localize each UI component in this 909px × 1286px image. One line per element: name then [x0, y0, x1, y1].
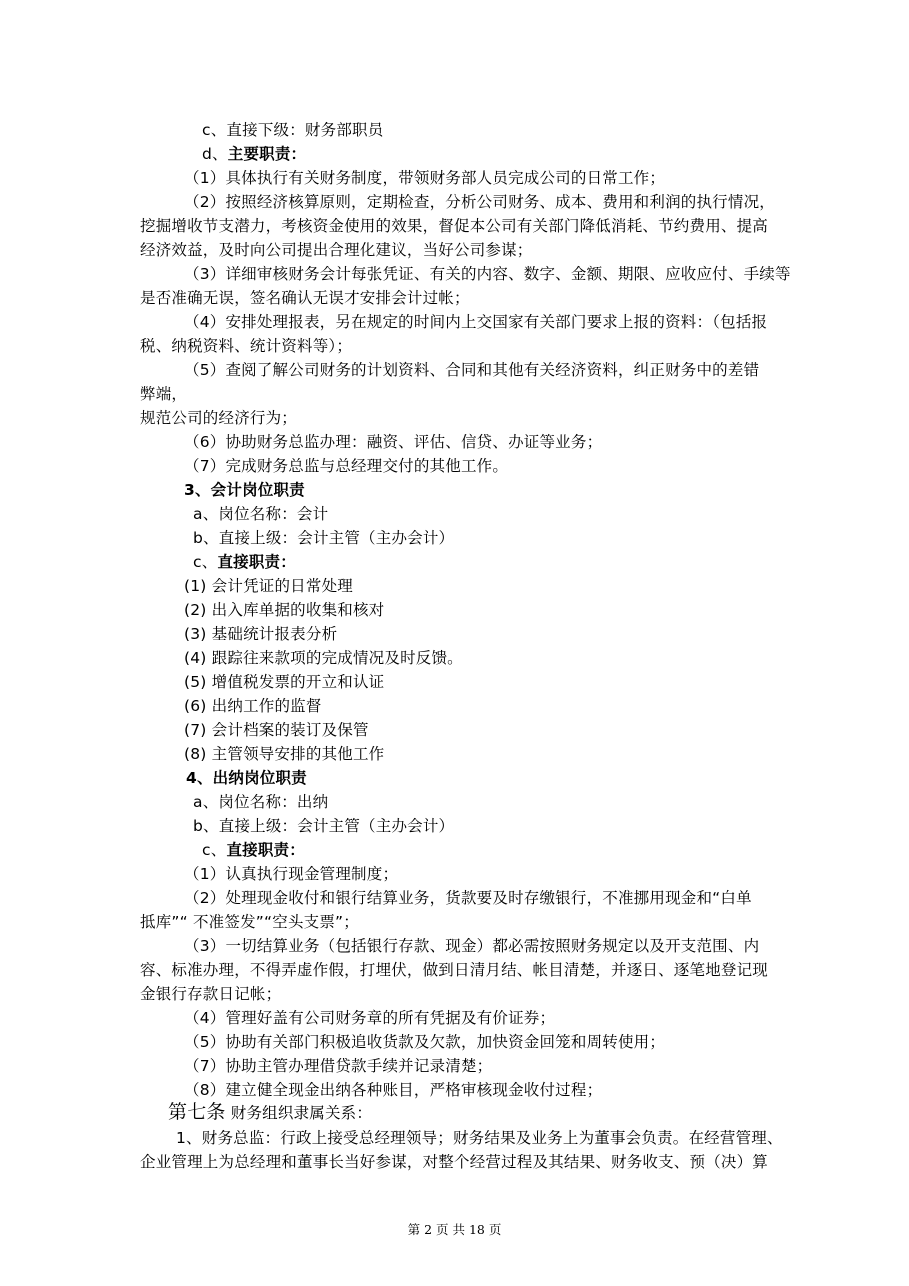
text-line: 挖掘增收节支潜力，考核资金使用的效果，督促本公司有关部门降低消耗、节约费用、提高	[140, 217, 769, 235]
text-line: (3) 基础统计报表分析	[184, 625, 338, 643]
text-line: 规范公司的经济行为；	[140, 409, 298, 427]
text-line: 抵库”“ 不准签发”“空头支票”；	[140, 913, 359, 931]
text-line: （1）认真执行现金管理制度；	[184, 865, 399, 883]
text-line: a、岗位名称：会计	[193, 505, 329, 523]
text-line: c、直接下级：财务部职员	[202, 121, 384, 139]
text-line: （1）具体执行有关财务制度，带领财务部人员完成公司的日常工作；	[184, 169, 666, 187]
text-line: 1、财务总监：行政上接受总经理领导；财务结果及业务上为董事会负责。在经营管理、	[176, 1129, 783, 1147]
text-line: （3）详细审核财务会计每张凭证、有关的内容、数字、金额、期限、应收应付、手续等	[184, 265, 791, 283]
text-line: (1) 会计凭证的日常处理	[184, 577, 353, 595]
text-line: c、直接职责：	[202, 841, 305, 859]
article-heading: 第七条 财务组织隶属关系：	[168, 1101, 373, 1123]
text-line: b、直接上级：会计主管（主办会计）	[193, 817, 455, 835]
section-heading: 3、会计岗位职责	[184, 481, 305, 499]
text-line: 容、标准办理，不得弄虚作假，打埋伏，做到日清月结、帐目清楚，并逐日、逐笔地登记现	[140, 961, 769, 979]
section-heading: 4、出纳岗位职责	[186, 769, 307, 787]
text-line: （6）协助财务总监办理：融资、评估、信贷、办证等业务；	[184, 433, 603, 451]
text-line: （2）处理现金收付和银行结算业务，货款要及时存缴银行，不准挪用现金和“白单	[184, 889, 752, 907]
text-line: 弊端，	[140, 385, 188, 403]
text-line: 企业管理上为总经理和董事长当好参谋，对整个经营过程及其结果、财务收支、预（决）算	[140, 1153, 769, 1171]
text-line: a、岗位名称：出纳	[193, 793, 329, 811]
text-line: 经济效益，及时向公司提出合理化建议，当好公司参谋；	[140, 241, 533, 259]
page-number-footer: 第 2 页 共 18 页	[407, 1222, 502, 1237]
text-line: （7）协助主管办理借贷款手续并记录清楚；	[184, 1057, 493, 1075]
text-line: （5）查阅了解公司财务的计划资料、合同和其他有关经济资料，纠正财务中的差错	[184, 361, 760, 379]
text-line: (6) 出纳工作的监督	[184, 697, 322, 715]
text-line: （4）管理好盖有公司财务章的所有凭据及有价证券；	[184, 1009, 556, 1027]
text-line: b、直接上级：会计主管（主办会计）	[193, 529, 455, 547]
text-line: (8) 主管领导安排的其他工作	[184, 745, 385, 763]
text-line: c、直接职责：	[193, 553, 296, 571]
text-line: (7) 会计档案的装订及保管	[184, 721, 369, 739]
text-line: （5）协助有关部门积极追收货款及欠款，加快资金回笼和周转使用；	[184, 1033, 666, 1051]
text-line: (4) 跟踪往来款项的完成情况及时反馈。	[184, 649, 463, 667]
text-line: （7）完成财务总监与总经理交付的其他工作。	[184, 457, 509, 475]
text-line: （4）安排处理报表，另在规定的时间内上交国家有关部门要求上报的资料：（包括报	[184, 313, 768, 331]
text-line: 金银行存款日记帐；	[140, 985, 282, 1003]
text-line: （8）建立健全现金出纳各种账目，严格审核现金收付过程；	[184, 1081, 603, 1099]
text-line: （2）按照经济核算原则，定期检查，分析公司财务、成本、费用和利润的执行情况，	[184, 193, 775, 211]
text-line: 税、纳税资料、统计资料等）；	[140, 337, 353, 355]
text-line: （3）一切结算业务（包括银行存款、现金）都必需按照财务规定以及开支范围、内	[184, 937, 760, 955]
text-line: (2) 出入库单据的收集和核对	[184, 601, 385, 619]
text-line: 是否准确无误，签名确认无误才安排会计过帐；	[140, 289, 470, 307]
text-line: d、主要职责：	[202, 145, 307, 163]
text-line: (5) 增值税发票的开立和认证	[184, 673, 385, 691]
